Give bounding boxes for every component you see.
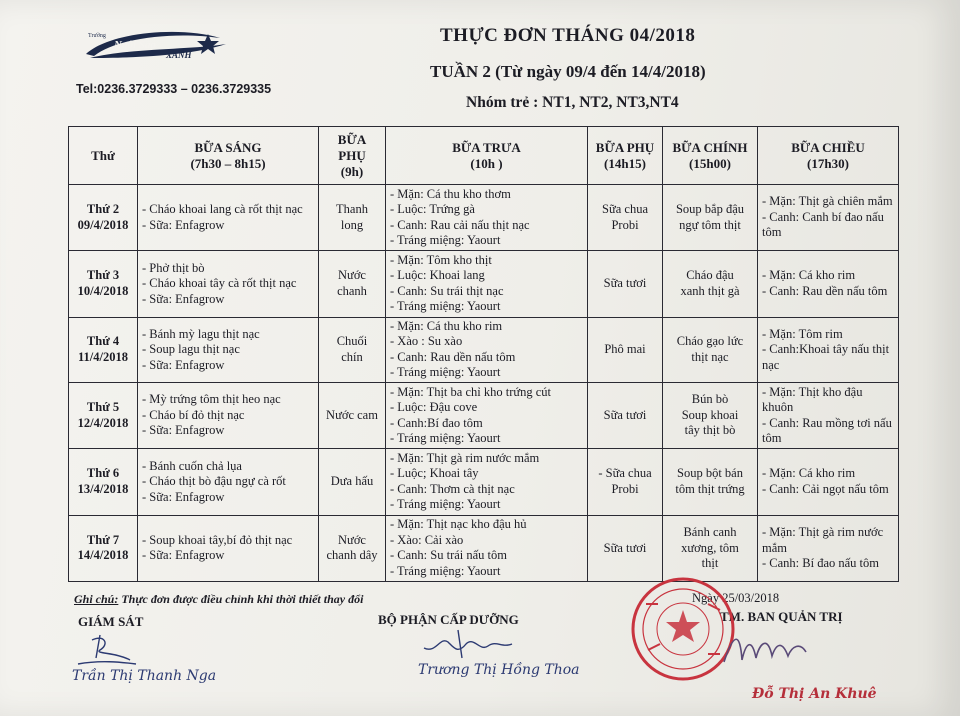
board-signature-icon bbox=[720, 622, 810, 672]
afternoon-snack-cell bbox=[588, 251, 663, 317]
day-cell bbox=[69, 382, 138, 448]
date-label: 12/4/2018 bbox=[77, 415, 129, 430]
weekday-label: Thứ 4 bbox=[86, 334, 120, 349]
menu-item: - Mặn: Thịt gà rim nước mắm bbox=[762, 525, 884, 555]
menu-item: - Tráng miệng: Yaourt bbox=[390, 431, 501, 446]
menu-item: - Mặn: Tôm rim bbox=[762, 326, 843, 341]
menu-item: - Soup lagu thịt nạc bbox=[142, 342, 240, 357]
afternoon-snack-cell bbox=[588, 515, 663, 581]
afternoon-snack-cell bbox=[588, 185, 663, 251]
breakfast-cell bbox=[138, 515, 319, 581]
menu-item: Soup bắp đậu bbox=[675, 202, 745, 217]
menu-item: - Canh: Bí đao nấu tôm bbox=[762, 556, 879, 571]
menu-item: - Canh:Khoai tây nấu thịt nạc bbox=[762, 342, 890, 372]
menu-item: - Bánh cuốn chả lụa bbox=[142, 458, 242, 473]
menu-item: - Canh: Rau cải nấu thịt nạc bbox=[390, 217, 530, 232]
dinner-cell bbox=[758, 317, 899, 382]
col-snack-morning: BỮA PHỤ (9h) bbox=[319, 127, 386, 185]
menu-item: - Tráng miệng: Yaourt bbox=[390, 299, 501, 314]
col-breakfast: BỮA SÁNG (7h30 – 8h15) bbox=[138, 127, 319, 185]
menu-item: Soup khoai bbox=[681, 407, 739, 422]
date-label: 14/4/2018 bbox=[77, 548, 129, 563]
menu-item: Nước cam bbox=[326, 407, 378, 422]
page-title: THỰC ĐƠN THÁNG 04/2018 bbox=[440, 25, 696, 46]
afternoon-snack-cell bbox=[588, 382, 663, 448]
menu-item: chín bbox=[341, 349, 363, 364]
weekday-label: Thứ 2 bbox=[86, 202, 120, 217]
menu-item: xanh thịt gà bbox=[680, 283, 740, 298]
day-cell bbox=[69, 185, 138, 251]
menu-item: - Mặn: Cá kho rim bbox=[762, 466, 856, 481]
menu-item: - Canh: Su trái nấu tôm bbox=[390, 548, 507, 563]
breakfast-cell bbox=[138, 185, 319, 251]
weekday-label: Thứ 5 bbox=[86, 400, 120, 415]
table-row bbox=[69, 515, 899, 581]
menu-item: - Mỳ trứng tôm thịt heo nạc bbox=[142, 392, 281, 407]
menu-item: - Sữa chua bbox=[598, 466, 652, 481]
col-day: Thứ bbox=[69, 127, 138, 185]
date-label: 11/4/2018 bbox=[77, 349, 128, 364]
date-label: 13/4/2018 bbox=[77, 481, 129, 496]
lunch-cell bbox=[386, 185, 588, 251]
table-row bbox=[69, 449, 899, 515]
menu-item: - Canh: Thơm cà thịt nạc bbox=[390, 481, 515, 496]
menu-item: - Mặn: Thịt ba chỉ kho trứng cút bbox=[390, 384, 552, 399]
menu-item: chanh bbox=[337, 283, 367, 298]
supervisor-name: Trần Thị Thanh Nga bbox=[72, 668, 217, 684]
day-cell bbox=[69, 449, 138, 515]
breakfast-cell bbox=[138, 317, 319, 382]
menu-item: - Canh: Rau dền nấu tôm bbox=[390, 349, 516, 364]
col-main: BỮA CHÍNH (15h00) bbox=[663, 127, 758, 185]
main-meal-cell bbox=[663, 449, 758, 515]
menu-item: Nước bbox=[338, 532, 366, 547]
menu-item: - Canh: Cải ngọt nấu tôm bbox=[762, 481, 889, 496]
menu-item: - Luộc; Khoai tây bbox=[390, 466, 479, 481]
menu-item: - Mặn: Thịt gà chiên mắm bbox=[762, 194, 893, 209]
menu-item: - Cháo thịt bò đậu ngự cà rốt bbox=[142, 474, 286, 489]
menu-item: - Canh: Rau dền nấu tôm bbox=[762, 283, 888, 298]
weekday-label: Thứ 3 bbox=[86, 268, 120, 283]
menu-item: Soup bột bán bbox=[677, 466, 743, 481]
day-cell bbox=[69, 251, 138, 317]
board-title: TM. BAN QUẢN TRỊ bbox=[720, 609, 843, 624]
menu-item: Nước bbox=[338, 268, 366, 283]
phone-line: Tel:0236.3729333 – 0236.3729335 bbox=[76, 82, 272, 96]
day-cell bbox=[69, 317, 138, 382]
menu-item: - Mặn: Cá thu kho thơm bbox=[390, 186, 511, 201]
col-lunch: BỮA TRƯA (10h ) bbox=[386, 127, 588, 185]
date-label: 10/4/2018 bbox=[77, 283, 129, 298]
footnote-label: Ghi chú: bbox=[74, 592, 119, 606]
breakfast-cell bbox=[138, 251, 319, 317]
day-cell bbox=[69, 515, 138, 581]
menu-item: Chuối bbox=[336, 334, 368, 349]
menu-item: - Canh:Bí đao tôm bbox=[390, 415, 483, 430]
menu-item: Bún bò bbox=[691, 392, 729, 407]
star-swoosh-logo-icon bbox=[80, 28, 230, 62]
menu-item: - Mặn: Tôm kho thịt bbox=[390, 252, 492, 267]
menu-item: Phô mai bbox=[604, 342, 646, 357]
menu-item: - Sữa: Enfagrow bbox=[142, 217, 225, 232]
menu-item: Probi bbox=[611, 217, 639, 232]
logo-text-2: XANH bbox=[166, 50, 192, 60]
menu-item: Bánh canh bbox=[683, 525, 737, 540]
weekday-label: Thứ 7 bbox=[86, 532, 120, 547]
menu-item: - Cháo khoai lang cà rốt thịt nạc bbox=[142, 202, 303, 217]
menu-item: - Mặn: Thịt kho đậu khuôn bbox=[762, 384, 863, 415]
menu-item: thịt nạc bbox=[691, 349, 729, 364]
menu-item: - Luộc: Khoai lang bbox=[390, 268, 485, 283]
menu-item: tôm thịt trứng bbox=[675, 481, 745, 496]
main-meal-cell bbox=[663, 185, 758, 251]
afternoon-snack-cell bbox=[588, 449, 663, 515]
lunch-cell bbox=[386, 449, 588, 515]
menu-item: - Sữa: Enfagrow bbox=[142, 548, 225, 563]
menu-item: Sữa tươi bbox=[603, 407, 647, 422]
col-dinner: BỮA CHIỀU (17h30) bbox=[758, 127, 899, 185]
sign-date: Ngày 25/03/2018 bbox=[692, 591, 780, 605]
menu-item: - Phở thịt bò bbox=[142, 260, 205, 275]
menu-item: - Xào : Su xào bbox=[390, 334, 463, 349]
lunch-cell bbox=[386, 515, 588, 581]
menu-item: - Tráng miệng: Yaourt bbox=[390, 233, 501, 248]
dinner-cell bbox=[758, 251, 899, 317]
afternoon-snack-cell bbox=[588, 317, 663, 382]
logo-text-1: Ngôi Sao bbox=[114, 39, 156, 51]
menu-item: thịt bbox=[701, 556, 719, 571]
logo-prefix: Trường bbox=[88, 33, 106, 39]
morning-snack-cell bbox=[319, 515, 386, 581]
breakfast-cell bbox=[138, 382, 319, 448]
kitchen-name: Trương Thị Hồng Thoa bbox=[418, 662, 580, 678]
menu-item: Cháo đậu bbox=[686, 268, 734, 283]
menu-item: Sữa tươi bbox=[603, 276, 647, 291]
menu-item: - Cháo khoai tây cà rốt thịt nạc bbox=[142, 276, 297, 291]
breakfast-cell bbox=[138, 449, 319, 515]
kitchen-title: BỘ PHẬN CẤP DƯỠNG bbox=[378, 612, 519, 627]
menu-item: ngự tôm thịt bbox=[679, 217, 741, 232]
main-meal-cell bbox=[663, 317, 758, 382]
menu-item: - Canh: Canh bí đao nấu tôm bbox=[762, 209, 884, 240]
kitchen-signature-icon bbox=[418, 624, 518, 664]
table-row bbox=[69, 382, 899, 448]
morning-snack-cell bbox=[319, 449, 386, 515]
menu-item: long bbox=[340, 217, 364, 232]
menu-item: - Tráng miệng: Yaourt bbox=[390, 497, 501, 512]
menu-item: tây thịt bò bbox=[684, 423, 736, 438]
dinner-cell bbox=[758, 185, 899, 251]
menu-item: Thanh bbox=[336, 202, 368, 217]
menu-item: Cháo gạo lức bbox=[676, 334, 744, 349]
board-name: Đỗ Thị An Khuê bbox=[752, 686, 877, 702]
menu-item: - Sữa: Enfagrow bbox=[142, 489, 225, 504]
menu-item: - Luộc: Đậu cove bbox=[390, 400, 478, 415]
menu-item: - Canh: Su trái thịt nạc bbox=[390, 283, 504, 298]
footnote bbox=[74, 592, 363, 607]
dinner-cell bbox=[758, 515, 899, 581]
menu-item: - Sữa: Enfagrow bbox=[142, 357, 225, 372]
weekday-label: Thứ 6 bbox=[86, 466, 120, 481]
table-row bbox=[69, 185, 899, 251]
table-row bbox=[69, 317, 899, 382]
main-meal-cell bbox=[663, 251, 758, 317]
lunch-cell bbox=[386, 251, 588, 317]
lunch-cell bbox=[386, 317, 588, 382]
menu-item: - Luộc: Trứng gà bbox=[390, 202, 475, 217]
menu-item: - Tráng miệng: Yaourt bbox=[390, 563, 501, 578]
menu-item: - Soup khoai tây,bí đỏ thịt nạc bbox=[142, 532, 293, 547]
morning-snack-cell bbox=[319, 185, 386, 251]
menu-item: - Bánh mỳ lagu thịt nạc bbox=[142, 326, 260, 341]
menu-item: - Mặn: Cá thu kho rim bbox=[390, 318, 503, 333]
date-label: 09/4/2018 bbox=[77, 217, 129, 232]
main-meal-cell bbox=[663, 382, 758, 448]
supervisor-signature-icon bbox=[70, 630, 140, 670]
dinner-cell bbox=[758, 449, 899, 515]
menu-item: Sữa chua bbox=[602, 202, 648, 217]
menu-item: - Tráng miệng: Yaourt bbox=[390, 365, 501, 380]
menu-item: - Mặn: Cá kho rim bbox=[762, 268, 856, 283]
morning-snack-cell bbox=[319, 382, 386, 448]
menu-item: - Xào: Cải xào bbox=[390, 532, 464, 547]
menu-table bbox=[68, 126, 899, 582]
dinner-cell bbox=[758, 382, 899, 448]
table-header-row bbox=[69, 127, 899, 185]
table-row bbox=[69, 251, 899, 317]
group-title: Nhóm trẻ : NT1, NT2, NT3,NT4 bbox=[466, 94, 679, 111]
menu-item: - Mặn: Thịt gà rim nước mắm bbox=[390, 450, 540, 465]
week-title: TUẦN 2 (Từ ngày 09/4 đến 14/4/2018) bbox=[430, 62, 706, 81]
menu-item: - Cháo bí đỏ thịt nạc bbox=[142, 407, 245, 422]
menu-item: Dưa hấu bbox=[330, 474, 374, 489]
lunch-cell bbox=[386, 382, 588, 448]
menu-item: - Sữa: Enfagrow bbox=[142, 291, 225, 306]
menu-item: chanh dây bbox=[326, 548, 378, 563]
col-snack-afternoon: BỮA PHỤ (14h15) bbox=[588, 127, 663, 185]
morning-snack-cell bbox=[319, 251, 386, 317]
main-meal-cell bbox=[663, 515, 758, 581]
footnote-text: Thực đơn được điều chỉnh khi thời thiết thay đổi bbox=[118, 592, 364, 606]
supervisor-title: GIÁM SÁT bbox=[78, 614, 144, 629]
school-logo bbox=[80, 28, 230, 62]
menu-item: xương, tôm bbox=[681, 540, 739, 555]
menu-item: Probi bbox=[611, 481, 639, 496]
menu-item: - Sữa: Enfagrow bbox=[142, 423, 225, 438]
morning-snack-cell bbox=[319, 317, 386, 382]
menu-item: Sữa tươi bbox=[603, 540, 647, 555]
menu-item: - Mặn: Thịt nạc kho đậu hủ bbox=[390, 517, 527, 532]
menu-item: - Canh: Rau mồng tơi nấu tôm bbox=[762, 415, 892, 446]
